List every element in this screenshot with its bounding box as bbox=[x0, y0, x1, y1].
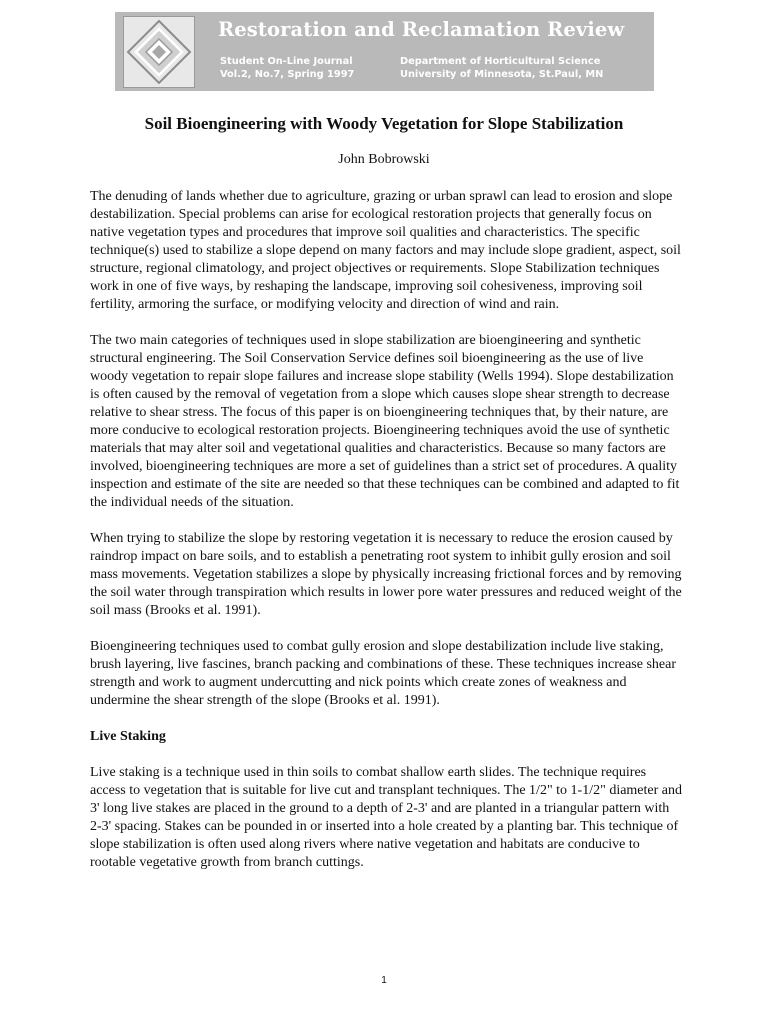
journal-volume: Vol.2, No.7, Spring 1997 bbox=[220, 69, 355, 80]
section-heading: Live Staking bbox=[90, 729, 166, 744]
paper-title: Soil Bioengineering with Woody Vegetation for Slope Stabilization bbox=[144, 114, 624, 133]
university-name: University of Minnesota, St.Paul, MN bbox=[400, 69, 604, 80]
body-paragraph: The two main categories of techniques used in slope stabilization are bioengineering and synthetic structural engineering. The Soil Conservation Service defines soil bioengineering as the use of live woody vegetation to repair slope failures and increase slope stability (Wells 1994). Slope destabilization is often caused by the removal of vegetation from a slope which causes slope shear strength to decrease relative to shear stress. The focus of this paper is on bioengineering techniques that, by their nature, are more conducive to ecological restoration projects. Bioengineering techniques avoid the use of synthetic materials that may alter soil and vegetational qualities and characteristics. Because so many factors are involved, bioengineering techniques are more a set of guidelines than a strict set of procedures. A quality inspection and estimate of the site are needed so that these techniques can be combined and adapted to fit the individual needs of the situation. bbox=[90, 333, 680, 510]
paper-author: John Bobrowski bbox=[338, 152, 430, 167]
journal-name: Student On-Line Journal bbox=[220, 56, 353, 67]
body-paragraph: When trying to stabilize the slope by restoring vegetation it is necessary to reduce the erosion caused by raindrop impact on bare soils, and to establish a penetrating root system to inhibit gully erosion and soil mass movements. Vegetation stabilizes a slope by physically increasing frictional forces and by removing the soil water through transpiration which results in lower pore water pressures and reduced weight of the soil mass (Brooks et al. 1991). bbox=[90, 531, 682, 618]
diamond-logo-icon bbox=[123, 16, 195, 88]
department-name: Department of Horticultural Science bbox=[400, 56, 601, 67]
journal-title: Restoration and Reclamation Review bbox=[218, 18, 625, 41]
page-number: 1 bbox=[381, 975, 387, 986]
section-paragraph: Live staking is a technique used in thin soils to combat shallow earth slides. The technique requires access to vegetation that is suitable for live cut and transplant techniques. The 1/2" to 1-1/2" diameter and 3' long live stakes are placed in the ground to a depth of 2-3' and are planted in a triangular pattern with 2-3' spacing. Stakes can be pounded in or inserted into a hole created by a planting bar. This technique of slope stabilization is often used along rivers where native vegetation and habitats are conducive to rootable vegetative growth from branch cuttings. bbox=[90, 765, 682, 870]
paper-body bbox=[90, 188, 682, 890]
journal-banner bbox=[115, 12, 654, 91]
journal-issue-info bbox=[220, 55, 354, 81]
journal-department-info bbox=[400, 55, 603, 81]
body-paragraph: The denuding of lands whether due to agriculture, grazing or urban sprawl can lead to erosion and slope destabilization. Special problems can arise for ecological restoration projects that generally focus on native vegetation types and procedures that improve soil qualities and characteristics. The specific technique(s) used to stabilize a slope depend on many factors and may include slope gradient, aspect, soil structure, regional climatology, and project objectives or requirements. Slope Stabilization techniques work in one of five ways, by reshaping the landscape, improving soil cohesiveness, improving soil fertility, armoring the surface, or modifying velocity and direction of wind and rain. bbox=[90, 189, 681, 312]
body-paragraph: Bioengineering techniques used to combat gully erosion and slope destabilization include live staking, brush layering, live fascines, branch packing and combinations of these. These techniques increase shear strength and work to augment undercutting and nick points which create zones of weakness and undermine the shear strength of the slope (Brooks et al. 1991). bbox=[90, 639, 676, 708]
